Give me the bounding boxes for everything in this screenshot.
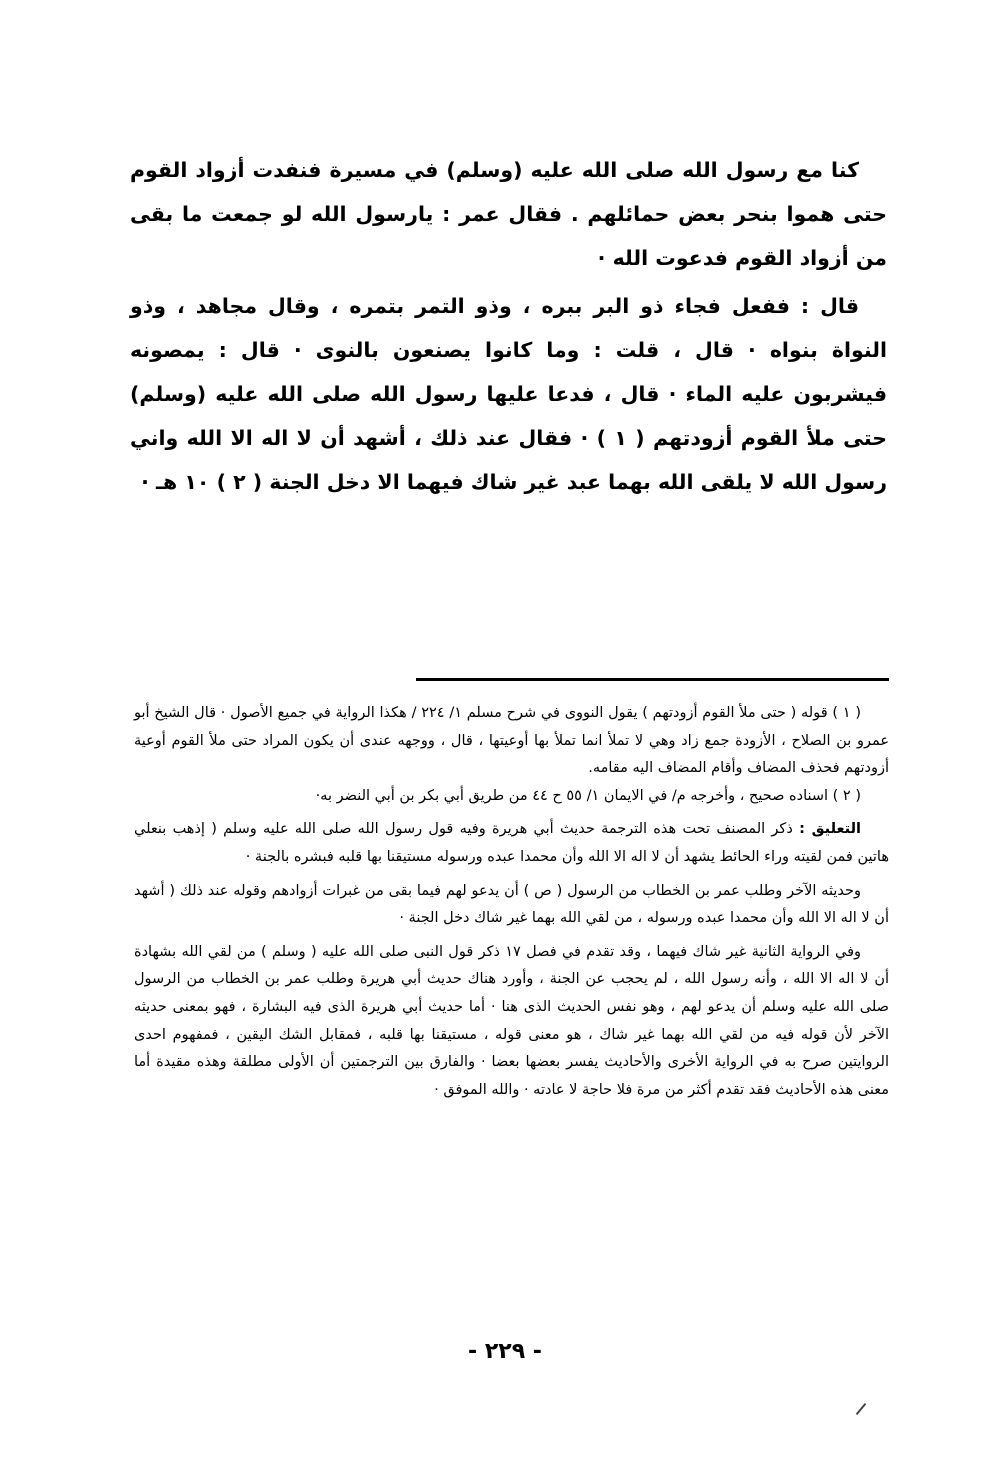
- scan-mark: [856, 1403, 867, 1415]
- commentary-label: التعليق :: [799, 821, 862, 838]
- footnote-divider: [416, 678, 889, 681]
- main-paragraph: قال : ففعل فجاء ذو البر ببره ، وذو التمر بتمره ، وقال مجاهد ، وذو النواة بنواه · قال ، قلت : وما كانوا يصنعون بالنوى · قال : يمصونه فيشربون عليه الماء · قال ، فدعا عليها رسول الله صلى الله عليه (وسلم) حتى ملأ القوم أزودتهم ( ١ ) · فقال عند ذلك ، أشهد أن لا اله الا الله واني رسول الله لا يلقى الله بهما عبد غير شاك فيهما الا دخل الجنة ( ٢ ) ١٠ هـ ·: [130, 294, 888, 494]
- commentary-text: ذكر المصنف تحت هذه الترجمة حديث أبي هريرة وفيه قول رسول الله صلى الله عليه وسلم ( إذهب بنعلي هاتين فمن لقيته وراء الحائط يشهد أن لا اله الا الله وأن محمدا عبده ورسوله مستيقنا بها قلبه فبشره بالجنة ·: [134, 821, 889, 865]
- footnote-1: ( ١ ) قوله ( حتى ملأ القوم أزودتهم ) يقول النووى في شرح مسلم ١/ ٢٢٤ / هكذا الرواية في جميع الأصول · قال الشيخ أبو عمرو بن الصلاح ، الأزودة جمع زاد وهي لا تملأ انما تملأ بها أوعيتها ، قال ، ووجهه عندى أن يكون المراد حتى ملأ القوم أوعية أزودتهم فحذف المضاف وأقام المضاف اليه مقامه.: [134, 705, 889, 777]
- commentary-paragraph: وحديثه الآخر وطلب عمر بن الخطاب من الرسول ( ص ) أن يدعو لهم فيما بقى من غبرات أزوادهم وقوله عند ذلك ( أشهد أن لا اله الا الله وأن محمدا عبده ورسوله ، من لقي الله بهما غير شاك دخل الجنة ·: [134, 882, 889, 927]
- page-number: - ٢٢٩ -: [468, 1339, 542, 1364]
- commentary-paragraph: [134, 816, 889, 871]
- main-paragraph: كنا مع رسول الله صلى الله عليه (وسلم) في مسيرة فنفدت أزواد القوم حتى هموا بنحر بعض حمائلهم . فقال عمر : يارسول الله لو جمعت ما بقى من أزواد القوم فدعوت الله ·: [130, 158, 887, 270]
- main-text: [130, 148, 887, 504]
- footnotes-section: [134, 700, 889, 1104]
- footnote-2: ( ٢ ) اسناده صحيح ، وأخرجه م/ في الايمان ١/ ٥٥ ح ٤٤ من طريق أبي بكر بن أبي النضر به·: [315, 787, 861, 804]
- commentary-paragraph: وفي الرواية الثانية غير شاك فيهما ، وقد تقدم في فصل ١٧ ذكر قول النبى صلى الله عليه ( وسلم ) من لقي الله بشهادة أن لا اله الا الله ، وأنه رسول الله ، لم يحجب عن الجنة ، وأورد هناك حديث أبي هريرة وطلب عمر بن الخطاب من الرسول صلى الله عليه وسلم أن يدعو لهم ، وهو نفس الحديث الذى هنا · أما حديث أبي هريرة الذى فيه البشارة ، فهو بمعنى حديثه الآخر لأن قوله فيه من لقي الله بهما غير شاك ، هو معنى قوله ، مستيقنا بها قلبه ، فمقابل الشك اليقين ، فمفهوم احدى الروايتين صرح به في الرواية الأخرى والأحاديث يفسر بعضها بعضا · والفارق بين الترجمتين أن الأولى مطلقة وهذه مقيدة أما معنى هذه الأحاديث فقد تقدم أكثر من مرة فلا حاجة لا عادته · والله الموفق ·: [134, 943, 889, 1098]
